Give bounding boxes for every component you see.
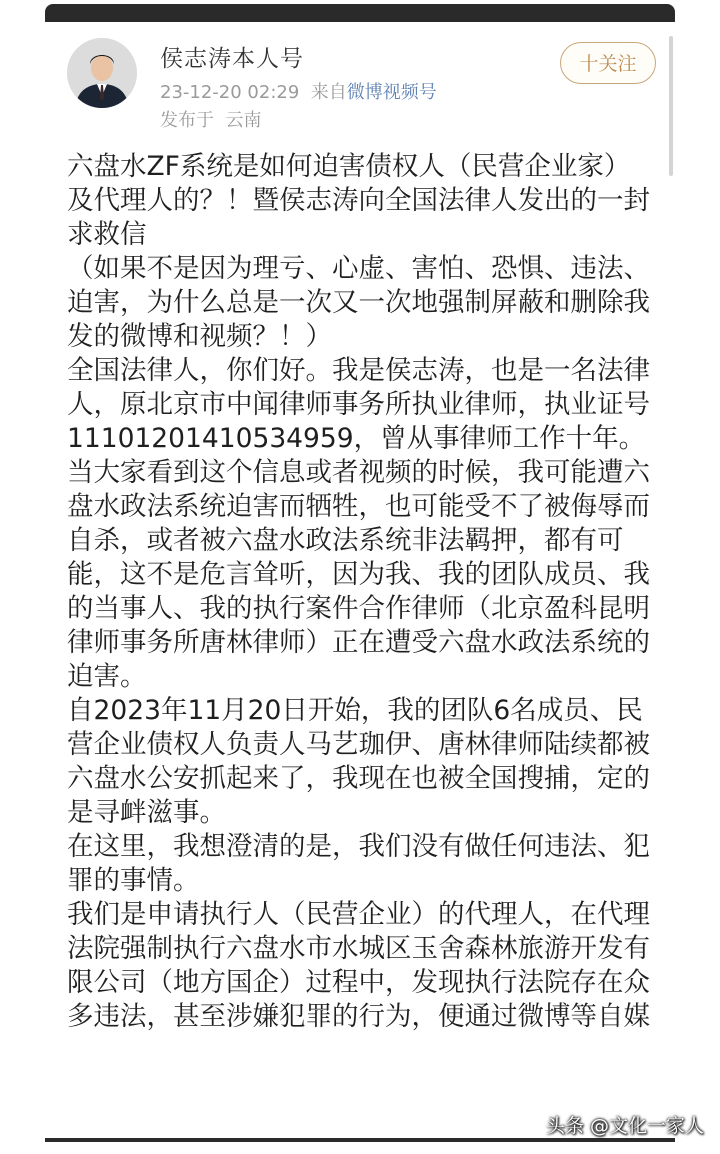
source-prefix: 来自 <box>310 82 347 103</box>
post-time: 23-12-20 02:29 <box>160 82 300 103</box>
post-body <box>67 150 655 1034</box>
post-paragraph: 当大家看到这个信息或者视频的时候，我可能遭六盘水政法系统迫害而牺牲，也可能受不了被侮辱而自杀，或者被六盘水政法系统非法羁押，都有可能，这不是危言耸听，因为我、我的团队成员、我的当事人、我的执行案件合作律师（北京盈科昆明律师事务所唐林律师）正在遭受六盘水政法系统的迫害。 <box>67 457 650 692</box>
post-paragraph-title: 六盘水ZF系统是如何迫害债权人（民营企业家）及代理人的？！暨侯志涛向全国法律人发出的一封求救信 <box>67 151 650 250</box>
source-link[interactable]: 微博视频号 <box>346 82 437 103</box>
post-meta <box>160 78 437 104</box>
location-prefix: 发布于 <box>160 110 214 131</box>
weibo-post-card <box>45 22 675 1140</box>
post-paragraph: 我们是申请执行人（民营企业）的代理人，在代理法院强制执行六盘水市水城区玉舍森林旅游开发有限公司（地方国企）过程中，发现执行法院存在众多违法，甚至涉嫌犯罪的行为，便通过微博等自媒 <box>67 899 650 1032</box>
follow-button[interactable]: 十关注 <box>560 42 656 84</box>
post-paragraph: 在这里，我想澄清的是，我们没有做任何违法、犯罪的事情。 <box>67 831 650 896</box>
post-paragraph: （如果不是因为理亏、心虚、害怕、恐惧、违法、迫害，为什么总是一次又一次地强制屏蔽和删除我发的微博和视频？！） <box>67 253 650 352</box>
watermark: 头条 @文化一家人 <box>545 1115 704 1137</box>
avatar[interactable] <box>67 38 137 108</box>
author-name[interactable]: 侯志涛本人号 <box>160 46 304 72</box>
bottom-bar <box>45 1138 675 1142</box>
scrollbar[interactable] <box>669 36 673 176</box>
post-paragraph: 全国法律人，你们好。我是侯志涛，也是一名法律人，原北京市中闻律师事务所执业律师，执业证号11101201410534959，曾从事律师工作十年。 <box>67 355 650 454</box>
top-bar <box>45 4 675 22</box>
post-paragraph: 自2023年11月20日开始，我的团队6名成员、民营企业债权人负责人马艺珈伊、唐林律师陆续都被六盘水公安抓起来了，我现在也被全国搜捕，定的是寻衅滋事。 <box>67 695 650 828</box>
avatar-person-icon <box>67 38 137 108</box>
post-location <box>160 106 261 132</box>
location-name: 云南 <box>225 110 262 131</box>
